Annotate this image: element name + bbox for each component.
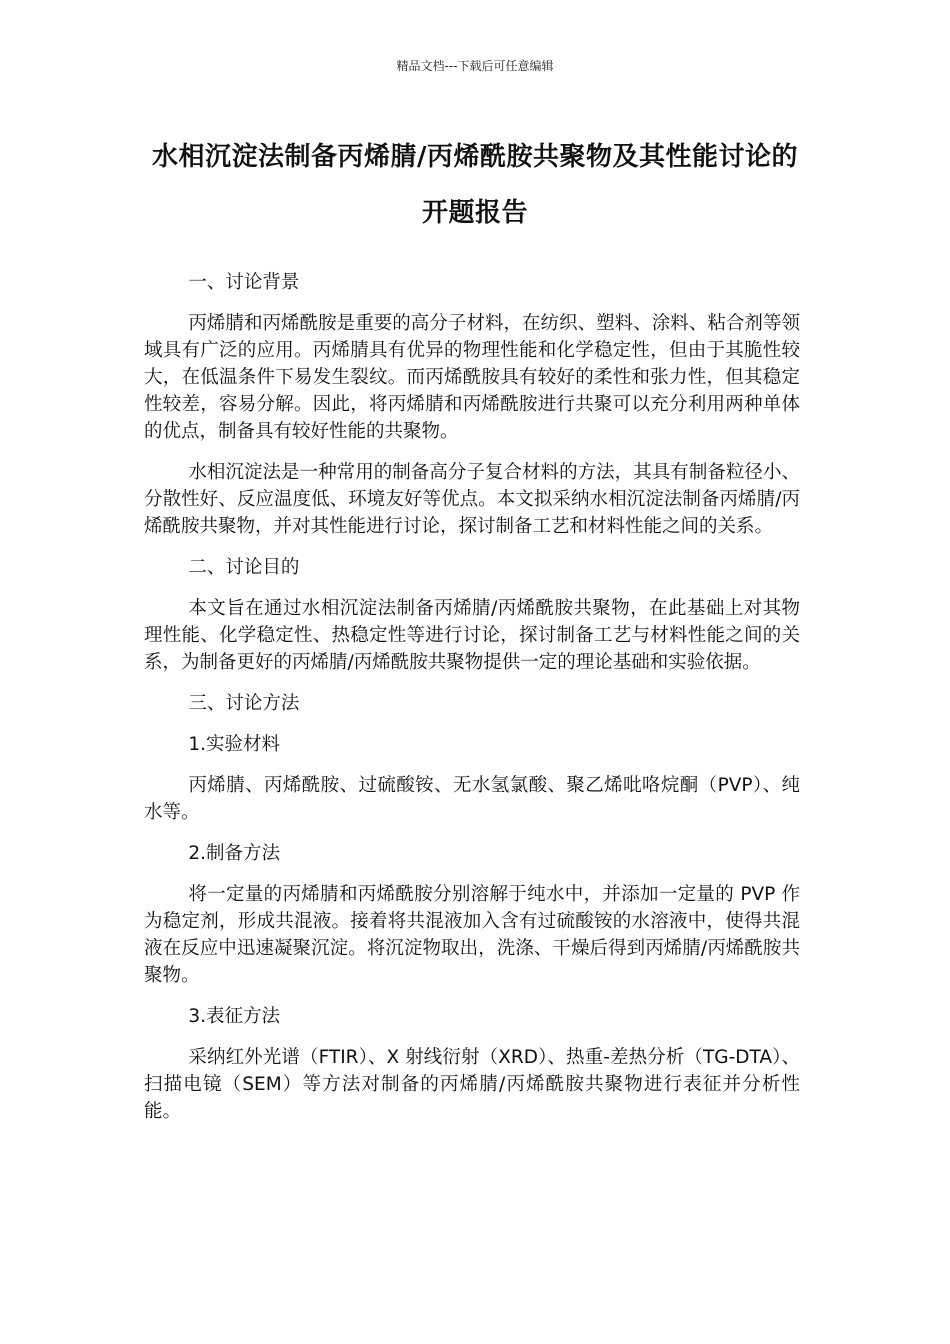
subheading-materials: 1.实验材料 [188, 734, 281, 755]
page-header: 精品文档---下载后可任意编辑 [396, 59, 554, 73]
section-heading-purpose: 二、讨论目的 [188, 557, 300, 578]
materials-paragraph: 丙烯腈、丙烯酰胺、过硫酸铵、无水氢氯酸、聚乙烯吡咯烷酮（PVP）、纯水等。 [144, 775, 800, 823]
characterization-paragraph: 采纳红外光谱（FTIR）、X 射线衍射（XRD）、热重-差热分析（TG-DTA）、扫描电镜（SEM）等方法对制备的丙烯腈/丙烯酰胺共聚物进行表征并分析性能。 [144, 1047, 800, 1122]
preparation-paragraph: 将一定量的丙烯腈和丙烯酰胺分别溶解于纯水中，并添加一定量的 PVP 作为稳定剂，形成共混液。接着将共混液加入含有过硫酸铵的水溶液中，使得共混液在反应中迅速凝聚沉淀。将沉淀物取出，洗涤、干燥后得到丙烯腈/丙烯酰胺共聚物。 [144, 884, 800, 986]
section-heading-background: 一、讨论背景 [188, 272, 300, 293]
document-body [144, 269, 800, 1139]
background-paragraph-1: 丙烯腈和丙烯酰胺是重要的高分子材料，在纺织、塑料、涂料、粘合剂等领域具有广泛的应用。丙烯腈具有优异的物理性能和化学稳定性，但由于其脆性较大，在低温条件下易发生裂纹。而丙烯酰胺具有较好的柔性和张力性，但其稳定性较差，容易分解。因此，将丙烯腈和丙烯酰胺进行共聚可以充分利用两种单体的优点，制备具有较好性能的共聚物。 [144, 313, 800, 442]
purpose-paragraph: 本文旨在通过水相沉淀法制备丙烯腈/丙烯酰胺共聚物，在此基础上对其物理性能、化学稳定性、热稳定性等进行讨论，探讨制备工艺与材料性能之间的关系，为制备更好的丙烯腈/丙烯酰胺共聚物提供一定的理论基础和实验依据。 [144, 598, 800, 673]
subheading-characterization: 3.表征方法 [188, 1006, 281, 1027]
background-paragraph-2: 水相沉淀法是一种常用的制备高分子复合材料的方法，其具有制备粒径小、分散性好、反应温度低、环境友好等优点。本文拟采纳水相沉淀法制备丙烯腈/丙烯酰胺共聚物，并对其性能进行讨论，探讨制备工艺和材料性能之间的关系。 [144, 462, 800, 537]
section-heading-methods: 三、讨论方法 [188, 693, 300, 714]
document-title: 水相沉淀法制备丙烯腈/丙烯酰胺共聚物及其性能讨论的开题报告 [152, 142, 798, 228]
subheading-preparation: 2.制备方法 [188, 843, 281, 864]
